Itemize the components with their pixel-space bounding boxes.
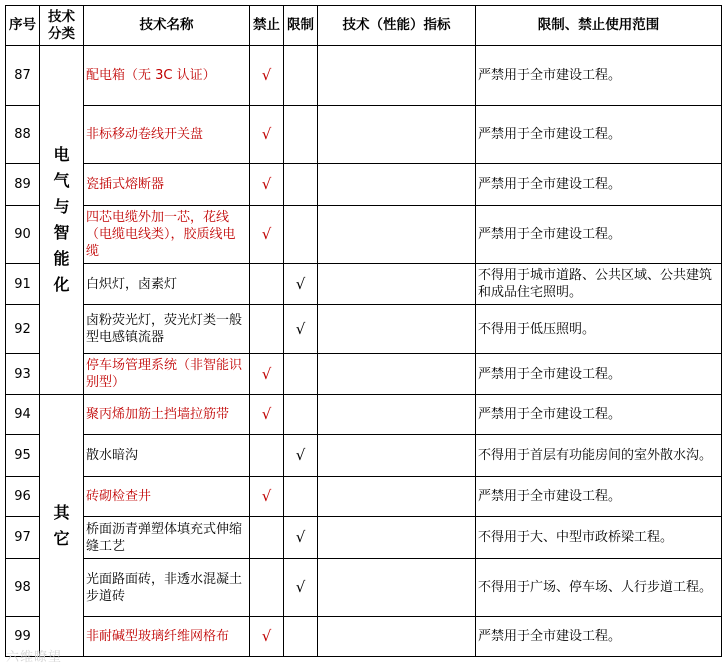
row-limit-mark	[284, 477, 318, 517]
row-ban-mark: √	[250, 617, 284, 657]
row-name: 配电箱（无 3C 认证）	[84, 46, 250, 106]
row-ban-mark	[250, 559, 284, 617]
row-scope: 严禁用于全市建设工程。	[476, 46, 722, 106]
row-ban-mark: √	[250, 164, 284, 206]
row-ban-mark	[250, 264, 284, 305]
row-spec	[318, 206, 476, 264]
table-row	[6, 395, 722, 435]
row-name: 非耐碱型玻璃纤维网格布	[84, 617, 250, 657]
row-spec	[318, 477, 476, 517]
row-name: 聚丙烯加筋土挡墙拉筋带	[84, 395, 250, 435]
row-ban-mark	[250, 517, 284, 559]
row-index: 88	[6, 106, 40, 164]
row-index: 95	[6, 435, 40, 477]
row-ban-mark: √	[250, 395, 284, 435]
row-limit-mark	[284, 206, 318, 264]
row-spec	[318, 305, 476, 354]
row-scope: 不得用于广场、停车场、人行步道工程。	[476, 559, 722, 617]
row-name: 停车场管理系统（非智能识别型）	[84, 354, 250, 395]
row-scope: 严禁用于全市建设工程。	[476, 617, 722, 657]
row-name: 白炽灯，卤素灯	[84, 264, 250, 305]
row-ban-mark	[250, 435, 284, 477]
table-row	[6, 264, 722, 305]
row-name: 卤粉荧光灯，荧光灯类一般型电感镇流器	[84, 305, 250, 354]
row-spec	[318, 46, 476, 106]
row-spec	[318, 559, 476, 617]
row-ban-mark: √	[250, 206, 284, 264]
row-ban-mark: √	[250, 354, 284, 395]
row-limit-mark: √	[284, 435, 318, 477]
row-spec	[318, 264, 476, 305]
row-name: 光面路面砖，非透水混凝土步道砖	[84, 559, 250, 617]
row-name: 瓷插式熔断器	[84, 164, 250, 206]
row-ban-mark: √	[250, 477, 284, 517]
row-limit-mark: √	[284, 517, 318, 559]
table-row	[6, 617, 722, 657]
table-row	[6, 305, 722, 354]
row-index: 87	[6, 46, 40, 106]
row-index: 98	[6, 559, 40, 617]
row-scope: 不得用于城市道路、公共区域、公共建筑和成品住宅照明。	[476, 264, 722, 305]
row-limit-mark: √	[284, 559, 318, 617]
row-spec	[318, 395, 476, 435]
row-index: 97	[6, 517, 40, 559]
row-scope: 不得用于首层有功能房间的室外散水沟。	[476, 435, 722, 477]
row-spec	[318, 106, 476, 164]
table-row	[6, 354, 722, 395]
header-ban: 禁止	[250, 6, 284, 46]
row-limit-mark	[284, 164, 318, 206]
row-scope: 严禁用于全市建设工程。	[476, 477, 722, 517]
row-index: 99	[6, 617, 40, 657]
row-spec	[318, 164, 476, 206]
row-limit-mark: √	[284, 305, 318, 354]
header-spec: 技术（性能）指标	[318, 6, 476, 46]
header-name: 技术名称	[84, 6, 250, 46]
category-other: 其它	[40, 395, 84, 657]
row-limit-mark	[284, 46, 318, 106]
table-row	[6, 164, 722, 206]
row-limit-mark: √	[284, 264, 318, 305]
row-index: 93	[6, 354, 40, 395]
row-scope: 严禁用于全市建设工程。	[476, 206, 722, 264]
row-name: 桥面沥青弹塑体填充式伸缩缝工艺	[84, 517, 250, 559]
row-name: 四芯电缆外加一芯，花线（电缆电线类），胶质线电缆	[84, 206, 250, 264]
row-index: 92	[6, 305, 40, 354]
row-scope: 严禁用于全市建设工程。	[476, 354, 722, 395]
row-limit-mark	[284, 106, 318, 164]
header-category: 技术分类	[40, 6, 84, 46]
table-row	[6, 46, 722, 106]
row-name: 非标移动卷线开关盘	[84, 106, 250, 164]
row-scope: 不得用于低压照明。	[476, 305, 722, 354]
row-name: 砖砌检查井	[84, 477, 250, 517]
row-ban-mark: √	[250, 106, 284, 164]
header-row	[6, 6, 722, 46]
row-scope: 不得用于大、中型市政桥梁工程。	[476, 517, 722, 559]
row-spec	[318, 354, 476, 395]
row-index: 91	[6, 264, 40, 305]
table-row	[6, 477, 722, 517]
row-scope: 严禁用于全市建设工程。	[476, 164, 722, 206]
table-row	[6, 206, 722, 264]
row-limit-mark	[284, 354, 318, 395]
table-row	[6, 106, 722, 164]
watermark: 六维瞭望	[6, 650, 63, 665]
row-spec	[318, 617, 476, 657]
row-index: 90	[6, 206, 40, 264]
table-row	[6, 435, 722, 477]
row-ban-mark: √	[250, 46, 284, 106]
header-scope: 限制、禁止使用范围	[476, 6, 722, 46]
row-scope: 严禁用于全市建设工程。	[476, 395, 722, 435]
row-scope: 严禁用于全市建设工程。	[476, 106, 722, 164]
row-limit-mark	[284, 617, 318, 657]
row-spec	[318, 517, 476, 559]
header-index: 序号	[6, 6, 40, 46]
table-row	[6, 517, 722, 559]
restriction-table	[5, 5, 722, 657]
row-limit-mark	[284, 395, 318, 435]
row-name: 散水暗沟	[84, 435, 250, 477]
row-ban-mark	[250, 305, 284, 354]
row-spec	[318, 435, 476, 477]
category-electrical: 电气与智能化	[40, 46, 84, 395]
row-index: 94	[6, 395, 40, 435]
row-index: 96	[6, 477, 40, 517]
table-row	[6, 559, 722, 617]
header-limit: 限制	[284, 6, 318, 46]
row-index: 89	[6, 164, 40, 206]
